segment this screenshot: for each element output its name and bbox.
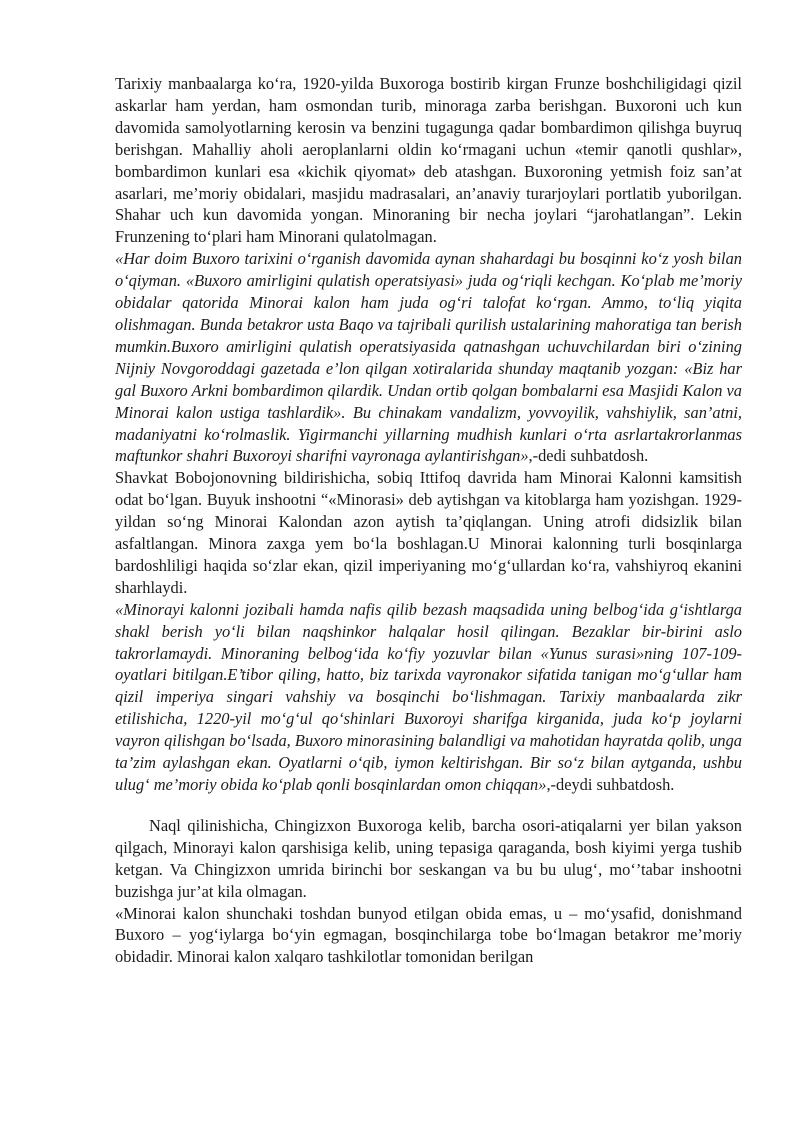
document-page (115, 73, 742, 968)
paragraph-soviet-period: Shavkat Bobojonovning bildirishicha, sobiq Ittifoq davrida ham Minorai Kalonni kamsitish odat bo‘lgan. Buyuk inshootni “«Minorasi» deb aytishgan va kitoblarga ham yozishgan. 1929-yildan so‘ng Minorai Kalondan azon aytish ta’qiqlangan. Uning atrofi didsizlik bilan asfaltlangan. Minora zaxga yem bo‘la boshlagan.U Minorai kalonning turli bosqinlarga bardoshliligi haqida so‘zlar ekan, qizil imperiyaning mo‘g‘ullardan ko‘ra, vahshiyroq ekanini sharhlaydi. (115, 468, 742, 597)
paragraph-chingizxon-legend: Naql qilinishicha, Chingizxon Buxoroga kelib, barcha osori-atiqalarni yer bilan yakson qilgach, Minorayi kalon qarshisiga kelib, uning tepasiga qaraganda, bosh kiyimi yerga tushib ketgan. Va Chingizxon umrida birinchi bor seskangan va bu bu ulug‘, mo‘’tabar inshootni buzishga jur’at kila olmagan. (115, 815, 742, 901)
quote-attribution: ,-dedi suhbatdosh. (528, 446, 649, 466)
paragraph-frunze-bombardment: Tarixiy manbaalarga ko‘ra, 1920-yilda Buxoroga bostirib kirgan Frunze boshchiligidagi qizil askarlar ham yerdan, ham osmondan turib, minoraga zarba berishgan. Buxoroni uch kun davomida samolyotlarning kerosin va benzini tugagunga qadar bombardimon qilishga buyruq berishgan. Mahalliy aholi aeroplanlarni oldin ko‘rmagani uchun «temir qanotli qushlar», bombardimon kunlari esa «kichik qiyomat» deb atashgan. Buxoroning yetmish foiz san’at asarlari, me’moriy obidalari, masjidu madrasalari, an’anaviy turarjoylari portlatib yuborilgan. Shahar uch kun davomida yongan. Minoraning bir necha joylari “jarohatlangan”. Lekin Frunzening to‘plari ham Minorani qulatolmagan. (115, 74, 742, 247)
paragraph-quote-bombing (115, 248, 742, 467)
quote-attribution: ,-deydi suhbatdosh. (546, 775, 675, 794)
paragraph-minorai-kalon-heritage: «Minorai kalon shunchaki toshdan bunyod etilgan obida emas, u – mo‘ysafid, donishmand Buxoro – yog‘iylarga bo‘yin egmagan, bosqinchilarga tobe bo‘lmagan betakror me’moriy obidadir. Minorai kalon xalqaro tashkilotlar tomonidan berilgan (115, 903, 742, 967)
quote-italic-text: «Minorayi kalonni jozibali hamda nafis qilib bezash maqsadida uning belbog‘ida g‘ishtlarga shakl berish yo‘li bilan naqshinkor halqalar hosil qilingan. Bezaklar bir-birini aslo takrorlamaydi. Minoraning belbog‘ida ko‘fiy yozuvlar bilan «Yunus surasi»ning 107-109-oyatlari bitilgan.E’tibor qiling, hatto, biz tarixda vayronakor sifatida tanigan mo‘g‘ullar ham qizil imperiya singari vahshiy va bosqinchi bo‘lishmagan. Tarixiy manbaalarda zikr etilishicha, 1220-yil mo‘g‘ul qo‘shinlari Buxoroyi sharifga kirganida, juda ko‘p joylarni vayron qilishgan bo‘lsada, Buxoro minorasining balandligi va mahotidan hayratda qolib, unga ta’zim aylashgan ekan. Oyatlarni o‘qib, iymon keltirishgan. Bir so‘z bilan aytganda, ushbu ulug‘ me’moriy obida ko‘plab qonli bosqinlardan omon chiqqan» (115, 599, 742, 794)
quote-italic-text: «Har doim Buxoro tarixini o‘rganish davomida aynan shahardagi bu bosqinni ko‘z yosh bilan o‘qiyman. «Buxoro amirligini qulatish operatsiyasi» juda og‘riqli kechgan. Ko‘plab me’moriy obidalar qatorida Minorai kalon ham juda og‘ri talofat ko‘rgan. Ammo, to‘liq yiqita olishmagan. Bunda betakror usta Baqo va tajribali qurilish ustalarining mahoratiga tan berish mumkin.Buxoro amirligini qulatish operatsiyasida qatnashgan uchuvchilardan biri o‘zining Nijniy Novgoroddagi gazetada e’lon qilgan xotiralarida shunday maqtanib yozgan: «Biz har gal Buxoro Arkni bombardimon qilardik. Undan ortib qolgan bombalarni esa Masjidi Kalon va Minorai kalon ustiga tashlardik». Bu chinakam vandalizm, yovvoyilik, vahshiylik, san’atni, madaniyatni ko‘rolmaslik. Yigirmanchi yillarning mudhish kunlari o‘rta asrlartakrorlanmas maftunkor shahri Buxoroyi sharifni vayronaga aylantirishgan» (115, 249, 742, 466)
paragraph-quote-ornament (115, 599, 742, 796)
